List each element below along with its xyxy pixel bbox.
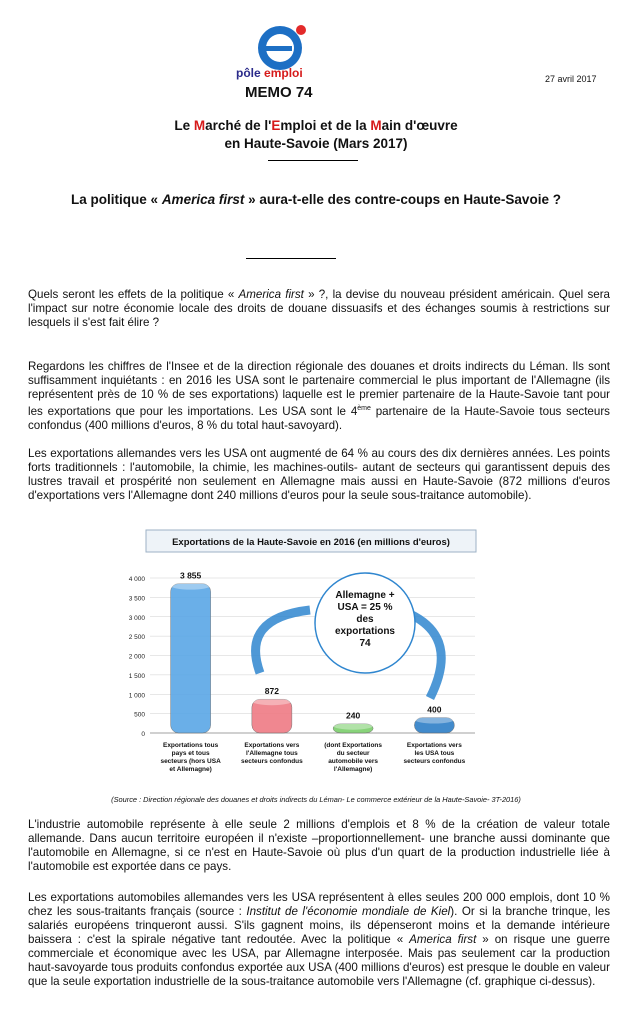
x-category-label [324, 742, 382, 773]
x-category-line: secteurs confondus [403, 758, 466, 765]
x-category-line: (dont Exportations [324, 742, 383, 749]
annotation-line: 74 [359, 638, 371, 649]
title-initial: M [193, 118, 206, 133]
title-initial: E [271, 118, 281, 133]
y-tick-label: 2 000 [128, 653, 145, 661]
title-part: ain d'œuvre [381, 118, 458, 133]
question-pre: La politique « [71, 192, 162, 207]
x-category-label [241, 742, 303, 765]
bar-value-label: 400 [427, 704, 442, 715]
memo-date: 27 avril 2017 [545, 74, 597, 84]
bar-top [252, 697, 292, 705]
y-tick-label: 500 [134, 711, 145, 719]
exports-chart [110, 528, 515, 803]
y-tick-label: 1 000 [128, 692, 145, 700]
paragraph-5 [28, 891, 610, 989]
text-run: Regardons les chiffres de l'Insee et de la direction régionale des douanes et droits indirects du Léman. Ils sont suffisamment inquiétants : en 2016 les USA sont le partenaire commercial le plus important de l'Allemagne (ils représentent près de 10 % de ses exportations) laquelle est le premier partenaire de la Haute-Savoie tant pour les exportations que pour les importations. Les USA sont le 4 [28, 360, 610, 418]
y-tick-label: 1 500 [128, 672, 145, 680]
annotation-line: exportations [334, 626, 396, 637]
x-category-line: du secteur [336, 750, 370, 757]
logo-text [236, 66, 303, 80]
bar-value-label: 3 855 [179, 570, 202, 581]
x-category-line: automobile vers [328, 758, 379, 765]
memo-number: MEMO 74 [245, 84, 313, 101]
x-category-line: l'Allemagne) [333, 766, 373, 773]
text-run: ). Or si la branche trinque, les salariés européens trinqueront aussi. S'ils gagnent moins, ils dépenseront moins et la demande intérieure baissera : c'est la spirale négative tant redoutée. Avec la politique « [28, 905, 611, 946]
question-post: » aura-t-elle des contre-coups en Haute-Savoie ? [244, 192, 561, 207]
title-part: mploi et de la [280, 118, 371, 133]
title-initial: M [370, 118, 382, 133]
bar-top [333, 722, 373, 730]
title-part: Le [174, 118, 194, 133]
x-category-line: secteurs confondus [240, 758, 303, 765]
x-category-label [160, 742, 221, 773]
x-category-line: Exportations vers [406, 742, 462, 749]
bar-value-label: 240 [346, 710, 361, 721]
chart-title: Exportations de la Haute-Savoie en 2016 (en millions d'euros) [172, 537, 450, 548]
arrow-left [256, 610, 310, 673]
y-tick-label: 2 500 [128, 634, 145, 642]
logo-text-b: emploi [264, 66, 303, 80]
logo-text-a: pôle [236, 66, 261, 80]
bar-top [414, 716, 454, 724]
chart-source: (Source : Direction régionale des douanes et droits indirects du Léman- Le commerce extérieur de la Haute-Savoie- 3T-2016) [111, 795, 521, 804]
question-heading [0, 192, 632, 207]
paragraph-3: Les exportations allemandes vers les USA ont augmenté de 64 % au cours des dix dernières années. Les points forts traditionnels : l'automobile, la chimie, les machines-outils- autant de secteurs qui garantissent depuis des lustres travail et prospérité non seulement en Allemagne mais aussi en Haute-Savoie (872 millions d'euros d'exportations vers l'Allemagne dont 240 millions d'euros pour la seule sous-traitance automobile). [28, 447, 610, 502]
text-run: partenaire de la Haute-Savoie tous secteurs confondus (400 millions d'euros, 8 % du total haut-savoyard). [28, 404, 610, 432]
text-run: » ?, la devise du nouveau président américain. Quel sera l'impact sur notre économie locale des droits de douane dissuasifs et des échanges soumis à restrictions sur lesquels il s'est fait élire ? [28, 288, 610, 329]
text-emphasis: Institut de l'économie mondiale de Kiel [246, 905, 451, 918]
text-run: Les exportations automobiles allemandes vers les USA représentent à elles seules 200 000 emplois, dont 10 % chez les sous-traitants français (source : [28, 891, 610, 918]
question-emphasis: America first [161, 192, 245, 207]
bar [171, 584, 211, 733]
text-run: » on risque une guerre commerciale et économique avec les USA, par Allemagne interposée. Mais pas seulement car la production haut-savoyarde tous produits confondus exportée aux USA (400 millions d'euros) est presque le double en valeur que la seule exportation industrielle de la sous-traitance automobile vers l'Allemagne (cf. graphique ci-dessus). [28, 933, 610, 988]
text-run: Quels seront les effets de la politique « [28, 288, 239, 301]
x-category-line: les USA tous [414, 750, 455, 757]
superscript: ème [357, 405, 371, 412]
annotation-line: USA = 25 % [337, 602, 393, 613]
y-tick-label: 3 500 [128, 595, 145, 603]
title-part: arché de l' [205, 118, 272, 133]
document-subtitle: en Haute-Savoie (Mars 2017) [224, 136, 408, 151]
paragraph-1 [28, 288, 610, 330]
annotation-line: des [356, 614, 374, 625]
x-category-label [403, 742, 465, 765]
text-emphasis: America first [238, 288, 304, 301]
x-category-line: et Allemagne) [169, 766, 212, 773]
x-category-line: l'Allemagne tous [246, 750, 298, 757]
x-category-line: Exportations tous [162, 742, 219, 749]
divider [268, 160, 358, 161]
x-category-line: secteurs (hors USA [160, 758, 221, 765]
y-tick-label: 4 000 [128, 576, 145, 583]
bar-top [171, 582, 211, 590]
y-tick-label: 3 000 [128, 614, 145, 622]
x-category-line: pays et tous [171, 750, 210, 757]
y-tick-label: 0 [141, 731, 145, 738]
bar-value-label: 872 [264, 686, 279, 697]
paragraph-2 [28, 360, 610, 433]
divider [246, 258, 336, 259]
x-category-line: Exportations vers [244, 742, 300, 749]
text-emphasis: America first [409, 933, 477, 946]
document-title [0, 118, 632, 133]
paragraph-4: L'industrie automobile représente à elle seule 2 millions d'emplois et 8 % de la création de valeur totale allemande. Dans aucun territoire européen il n'existe –proportionnellement- une branche aussi dominante que l'automobile en Allemagne, si ce n'est en Haute-Savoie où plus d'un quart de la production industrielle liée à l'automobile est exportée dans ce pays. [28, 818, 610, 873]
annotation-line: Allemagne + [335, 590, 395, 601]
